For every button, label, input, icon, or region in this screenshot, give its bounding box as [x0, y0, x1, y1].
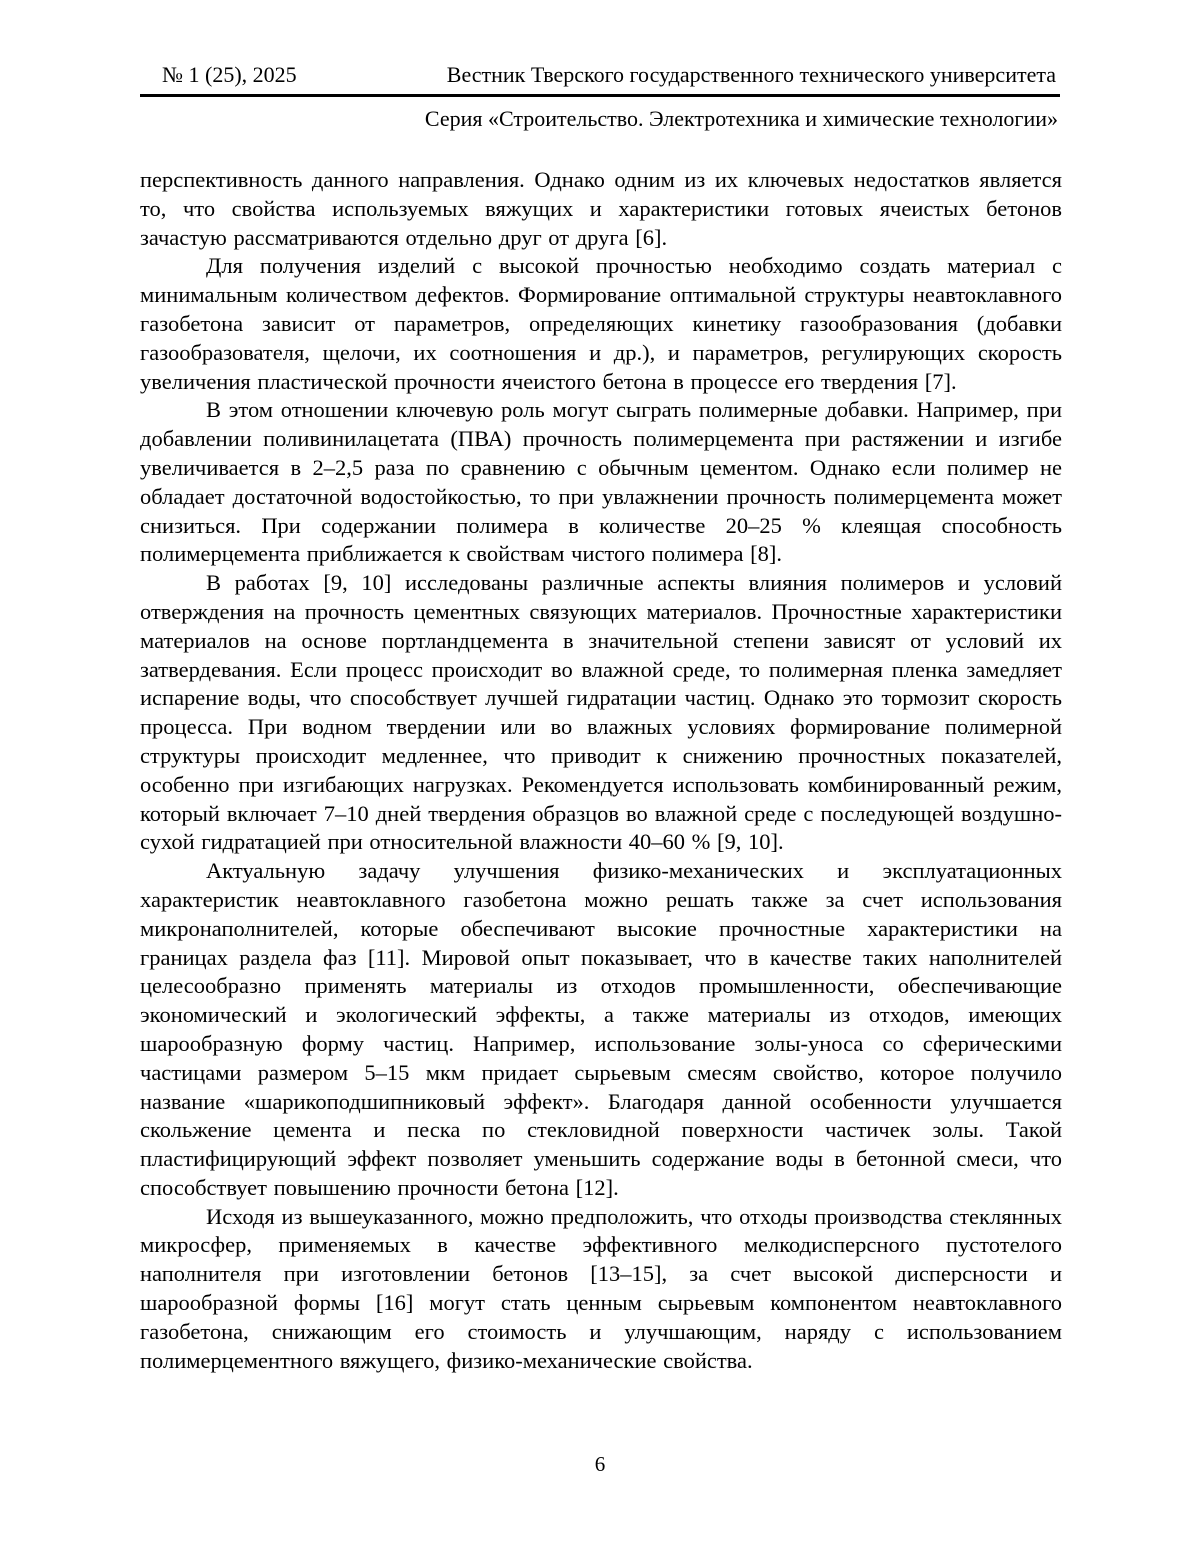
body-paragraph: Для получения изделий с высокой прочностью необходимо создать материал с минимальным количеством дефектов. Формирование оптимальной структуры неавтоклавного газобетона зависит от параметров, определяющих кинетику газообразования (добавки газообразователя, щелочи, их соотношения и др.), и параметров, регулирующих скорость увеличения пластической прочности ячеистого бетона в процессе его твердения [7].	[140, 253, 1062, 394]
body-paragraph: Актуальную задачу улучшения физико-механических и эксплуатационных характеристик неавтоклавного газобетона можно решать также за счет использования микронаполнителей, которые обеспечивают высокие прочностные характеристики на границах раздела фаз [11]. Мировой опыт показывает, что в качестве таких наполнителей целесообразно применять материалы из отходов промышленности, обеспечивающие экономический и экологический эффекты, а также материалы из отходов, имеющих шарообразную форму частиц. Например, использование золы-уноса со сферическими частицами размером 5–15 мкм придает сырьевым смесям свойство, которое получило название «шарикоподшипниковый эффект». Благодаря данной особенности улучшается скольжение цемента и песка по стекловидной поверхности частичек золы. Такой пластифицирующий эффект позволяет уменьшить содержание воды в бетонной смеси, что способствует повышению прочности бетона [12].	[140, 858, 1062, 1200]
body-paragraph: В работах [9, 10] исследованы различные аспекты влияния полимеров и условий отверждения на прочность цементных связующих материалов. Прочностные характеристики материалов на основе портландцемента в значительной степени зависят от условий их затвердевания. Если процесс происходит во влажной среде, то полимерная пленка замедляет испарение воды, что способствует лучшей гидратации частиц. Однако это тормозит скорость процесса. При водном твердении или во влажных условиях формирование полимерной структуры происходит медленнее, что приводит к снижению прочностных показателей, особенно при изгибающих нагрузках. Рекомендуется использовать комбинированный режим, который включает 7–10 дней твердения образцов во влажной среде с последующей воздушно-сухой гидратацией при относительной влажности 40–60 % [9, 10].	[140, 570, 1062, 855]
page-header	[0, 0, 1200, 132]
body-paragraph: Исходя из вышеуказанного, можно предположить, что отходы производства стеклянных микросфер, применяемых в качестве эффективного мелкодисперсного пустотелого наполнителя при изготовлении бетонов [13–15], за счет высокой дисперсности и шарообразной формы [16] могут стать ценным сырьевым компонентом неавтоклавного газобетона, снижающим его стоимость и улучшающим, наряду с использованием полимерцементного вяжущего, физико-механические свойства.	[140, 1203, 1062, 1373]
body-paragraph: перспективность данного направления. Однако одним из их ключевых недостатков является то, что свойства используемых вяжущих и характеристики готовых ячеистых бетонов зачастую рассматриваются отдельно друг от друга [6].	[140, 167, 1062, 250]
page-number: 6	[594, 1452, 606, 1476]
journal-title: Вестник Тверского государственного технического университета	[446, 62, 1056, 87]
header-top-line	[140, 62, 1060, 97]
journal-series: Серия «Строительство. Электротехника и химические технологии»	[424, 106, 1058, 131]
article-body	[0, 132, 1200, 1375]
issue-number: № 1 (25), 2025	[162, 62, 297, 87]
body-paragraph: В этом отношении ключевую роль могут сыграть полимерные добавки. Например, при добавлении поливинилацетата (ПВА) прочность полимерцемента при растяжении и изгибе увеличивается в 2–2,5 раза по сравнению с обычным цементом. Однако если полимер не обладает достаточной водостойкостью, то при увлажнении прочность полимерцемента может снизиться. При содержании полимера в количестве 20–25 % клеящая способность полимерцемента приближается к свойствам чистого полимера [8].	[140, 397, 1062, 567]
page-footer	[0, 1452, 1200, 1477]
